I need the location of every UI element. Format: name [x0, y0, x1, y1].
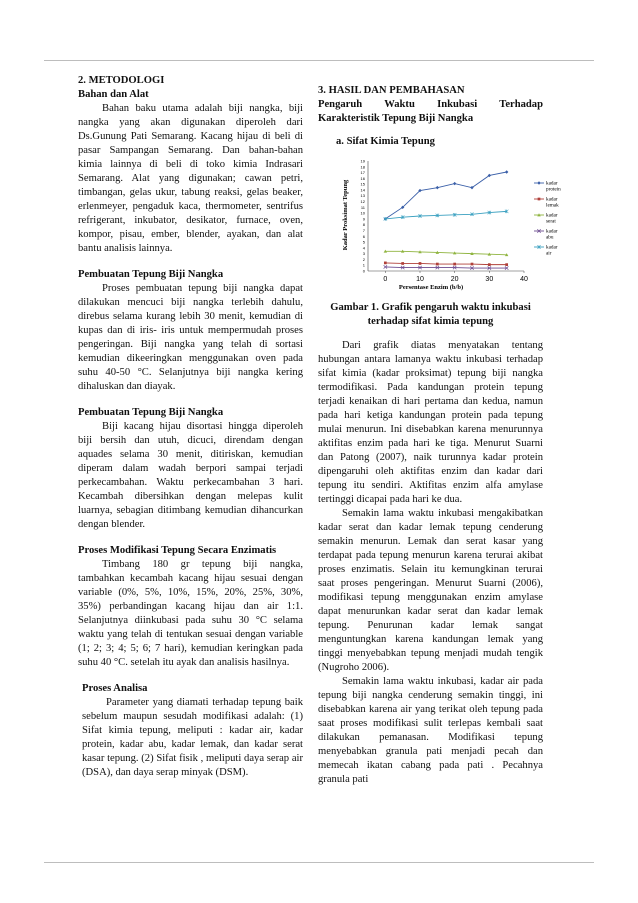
proses-analisa-box — [78, 682, 303, 780]
data-point — [436, 263, 439, 266]
x-tick-label: 20 — [450, 276, 459, 283]
top-rule — [44, 60, 594, 61]
paragraph-modifikasi: Timbang 180 gr tepung biji nangka, tambahkan kecambah kacang hijau sesuai dengan variable (0%, 5%, 10%, 15%, 20%, 25%, 30%, 35%) perbandingan kacang hijau dan air 1:1. Selanjutnya diinkubasi pada suhu 30 °C selama waktu yang telah di tentukan sesuai dengan variable (1; 2; 3; 4; 5; 6; 7 hari), kemudian keringkan pada suhu 40 °C. setelah itu ayak dan analisis hasilnya. — [78, 559, 303, 668]
subheading-bahan-alat: Bahan dan Alat — [78, 89, 149, 100]
x-tick-label: 40 — [520, 276, 528, 283]
legend-label: kadar serat — [546, 212, 558, 225]
y-tick-label: 0 — [362, 268, 365, 274]
y-tick-label: 9 — [362, 216, 365, 222]
paragraph-proses-analisa: Parameter yang diamati terhadap tepung baik sebelum maupun sesudah modifikasi adalah: (1) Sifat kimia tepung, meliputi : kadar air, kadar protein, kadar abu, kadar lemak, dan kadar serat kasar tepung. (2) Sifat fisik , meliputi daya serap air (DSA), dan daya serap minyak (DSM). — [82, 697, 303, 778]
data-point — [384, 262, 387, 265]
x-tick-label: 10 — [416, 276, 424, 283]
y-tick-label: 7 — [362, 227, 365, 233]
bottom-rule — [44, 862, 594, 863]
data-point — [436, 186, 439, 189]
data-point — [419, 262, 422, 265]
subheading-pembuatan-tepung-2: Pembuatan Tepung Biji Nangka — [78, 407, 224, 418]
y-tick-label: 19 — [360, 158, 365, 164]
legend-label: kadar lemak — [546, 196, 559, 209]
data-point — [471, 263, 474, 266]
paragraph-bahan-alat: Bahan baku utama adalah biji nangka, biji nangka yang akan digunakan diperoleh dari Ds.Gunung Pati Semarang. Kacang hijau di beli di pasar Sampangan Semarang. Dan bahan-bahan kimia lainnya di beli di toko kimia Indrasari Semarang. Alat yang digunakan; cawan petri, timbangan, gelas ukur, tabung reaksi, gelas beaker, erlenmeyer, pengaduk kaca, thermometer, sentrifus refrigerant, inkubator, desikator, furnace, oven, kompor, pisau, ember, blender, ayakan, dan alat bantu analisis lainnya. — [78, 103, 303, 254]
subheading-pembuatan-tepung-1: Pembuatan Tepung Biji Nangka — [78, 269, 224, 280]
data-point — [537, 181, 540, 184]
section-heading-hasil: 3. HASIL DAN PEMBAHASAN — [318, 85, 465, 96]
y-tick-label: 4 — [362, 245, 365, 251]
y-tick-label: 10 — [360, 210, 365, 216]
data-point — [538, 198, 541, 201]
legend-label: kadar air — [546, 244, 558, 257]
subheading-pengaruh-waktu: Pengaruh Waktu Inkubasi Terhadap Karakteristik Tepung Biji Nangka — [318, 99, 543, 124]
right-column — [318, 84, 561, 787]
left-column — [78, 74, 303, 780]
subheading-modifikasi: Proses Modifikasi Tepung Secara Enzimatis — [78, 545, 277, 556]
data-point — [453, 182, 456, 185]
y-tick-label: 18 — [360, 164, 365, 170]
data-point — [505, 263, 508, 266]
data-point — [453, 263, 456, 266]
legend-label: kadar abu — [546, 228, 558, 241]
y-tick-label: 15 — [360, 181, 365, 187]
x-tick-label: 0 — [383, 276, 388, 283]
y-tick-label: 3 — [362, 251, 365, 257]
y-tick-label: 14 — [360, 187, 365, 193]
data-point — [401, 262, 404, 265]
data-point — [505, 170, 508, 173]
data-point — [488, 263, 491, 266]
y-tick-label: 17 — [360, 170, 365, 176]
y-tick-label: 13 — [360, 193, 365, 199]
section-heading-metodologi: 2. METODOLOGI — [78, 75, 165, 86]
y-tick-label: 12 — [360, 199, 365, 205]
legend-label: kadar protein — [546, 180, 561, 193]
chart-container — [338, 153, 568, 293]
paragraph-result-2: Semakin lama waktu inkubasi mengakibatkan kadar serat dan kadar lemak tepung cenderung semakin menurun. Lemak dan serat kasar yang terdapat pada tepung menurun karena terurai akibat proses enzimatis. Selain itu kemungkinan terurai saat proses pengeringan. Menurut Suarni (2006), modifikasi tepung menggunakan enzim amylase dapat menurunkan kadar serat dan kadar lemak tepung. Penurunan kadar lemak sangat menguntungkan karena kandungan lemak yang tinggi menyebabkan tepung menjadi mudah tengik (Nugroho 2006). — [318, 508, 543, 673]
y-tick-label: 1 — [362, 262, 365, 268]
paragraph-result-3: Semakin lama waktu inkubasi, kadar air pada tepung biji nangka cenderung semakin tinggi, ini disebabkan karena air yang terikat oleh tepung pada saat proses modifikasi sulit terlepas kembali saat dilakukan pemanasan. Modifikasi tepung menyebabkan granula pati menjadi pecah dan memecah ikatan cabang pada pati . Pecahnya granula pati — [318, 676, 543, 785]
chart-y-axis-label: Kadar Proksimat Tepung — [342, 179, 349, 251]
y-tick-label: 5 — [362, 239, 365, 245]
y-tick-label: 8 — [362, 222, 365, 228]
subsubheading-sifat-kimia: a. Sifat Kimia Tepung — [336, 136, 435, 147]
y-tick-label: 11 — [360, 204, 365, 210]
subheading-proses-analisa: Proses Analisa — [82, 683, 148, 694]
paragraph-pembuatan-tepung-2: Biji kacang hijau disortasi hingga diperoleh biji bersih dan utuh, dicuci, direndam dengan aquades selama 30 menit, ditiriskan, kemudian diperam dalam wadah berpori sampai terjadi perkecambahan. Waktu perkecambahan 3 hari. Kecambah dibersihkan dengan melepas kulit luarnya, sebagian ditimbang kemudian dihancurkan dengan blender. — [78, 421, 303, 530]
paragraph-result-1: Dari grafik diatas menyatakan tentang hubungan antara lamanya waktu inkubasi terhadap sifat kimia (kadar proksimat) tepung biji nangka termodifikasi. Pada kandungan protein tepung terjadi kenaikan di hari pertama dan kedua, namun pada hari ketiga kandungan protein pada tepung mulai menurun. Ini disebabkan karena menurunnya aktifitas enzim pada hari ke tiga. Menurut Suarni dan Patong (2007), naik turunnya kadar protein dipengaruhi oleh aktifitas enzim dan kadar dari tepung itu sendiri. Aktifitas enzim alfa amylase tertinggi dicapai pada hari ke dua. — [318, 340, 543, 505]
x-tick-label: 30 — [485, 276, 494, 283]
y-tick-label: 2 — [362, 256, 365, 262]
y-tick-label: 16 — [360, 175, 365, 181]
y-tick-label: 6 — [362, 233, 365, 239]
paragraph-pembuatan-tepung-1: Proses pembuatan tepung biji nangka dapat dilakukan mencuci biji nangka terlebih dahulu, direbus selama kurang lebih 30 menit, kemudian di kupas dan di iris- iris untuk mempermudah proses pengeringan. Biji nangka yang telah di sortasi kemudian dikeeringkan menggunakan oven pada suhu 40-50 °C. Selanjutnya biji nangka kering dihaluskan dan diayak. — [78, 283, 303, 392]
chart-x-axis-label: Persentase Enzim (b/b) — [398, 284, 464, 291]
proximate-chart — [338, 153, 568, 293]
figure-caption: Gambar 1. Grafik pengaruh waktu inkubasi terhadap sifat kimia tepung — [330, 302, 531, 327]
